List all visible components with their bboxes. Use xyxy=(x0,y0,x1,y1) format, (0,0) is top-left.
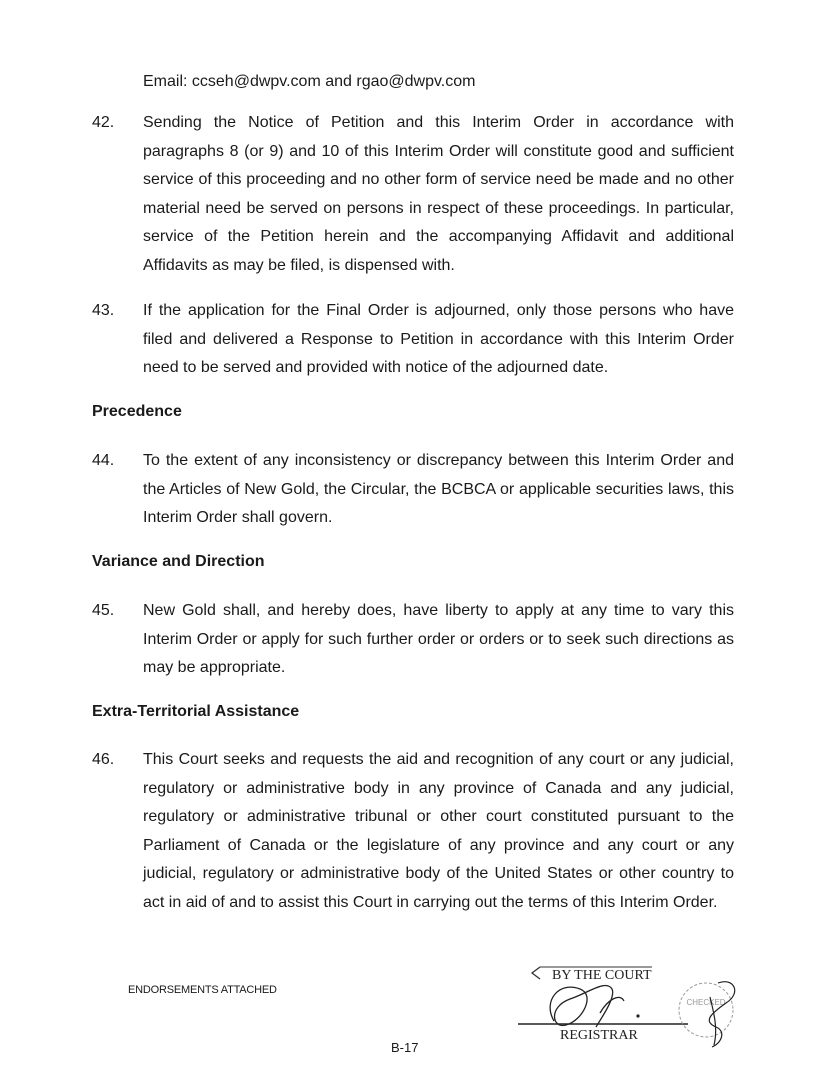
paragraph-42 xyxy=(92,109,734,281)
checked-stamp-text: CHECKED xyxy=(686,998,726,1007)
heading-extra-territorial-assistance: Extra-Territorial Assistance xyxy=(92,703,300,720)
paragraph-text: Sending the Notice of Petition and this Interim Order in accordance with paragraphs 8 (or 9) and 10 of this Interim Order will constitute good and sufficient service of this proceeding and no other form of service need be made and no other material need be served on persons in respect of these proceedings. In particular, service of the Petition herein and the accompanying Affidavit and additional Affidavits as may be filed, is dispensed with. xyxy=(143,114,734,274)
paragraph-46 xyxy=(92,746,734,918)
paragraph-text: This Court seeks and requests the aid and recognition of any court or any judicial, regulatory or administrative body in any province of Canada and any judicial, regulatory or administrative tribunal or other court constituted pursuant to the Parliament of Canada or the legislature of any province and any court or any judicial, regulatory or administrative body of the United States or other country to act in aid of and to assist this Court in carrying out the terms of this Interim Order. xyxy=(143,751,734,911)
paragraph-44 xyxy=(92,447,734,533)
heading-precedence: Precedence xyxy=(92,403,182,420)
signature-scribble-icon xyxy=(550,986,624,1028)
heading-variance-and-direction: Variance and Direction xyxy=(92,553,265,570)
paragraph-number: 44. xyxy=(92,452,115,469)
seal-registrar-text: REGISTRAR xyxy=(560,1028,638,1043)
court-seal-signature xyxy=(512,955,744,1055)
paragraph-43 xyxy=(92,297,734,383)
paragraph-number: 45. xyxy=(92,602,115,619)
page-number: B-17 xyxy=(391,1040,419,1055)
checked-stamp-icon xyxy=(679,983,733,1037)
paragraph-text: If the application for the Final Order is adjourned, only those persons who have filed and delivered a Response to Petition in accordance with this Interim Order need to be served and provided with notice of the adjourned date. xyxy=(143,302,734,377)
signature-dot xyxy=(636,1014,639,1017)
paragraph-number: 46. xyxy=(92,751,115,768)
email-line: Email: ccseh@dwpv.com and rgao@dwpv.com xyxy=(143,73,476,90)
paragraph-text: To the extent of any inconsistency or discrepancy between this Interim Order and the Articles of New Gold, the Circular, the BCBCA or applicable securities laws, this Interim Order shall govern. xyxy=(143,452,734,527)
paragraph-number: 42. xyxy=(92,114,115,131)
seal-bracket-icon xyxy=(532,967,540,979)
initials-scribble-icon xyxy=(709,982,734,1047)
paragraph-number: 43. xyxy=(92,302,115,319)
seal-by-the-court-text: BY THE COURT xyxy=(552,968,652,983)
paragraph-45 xyxy=(92,597,734,683)
endorsements-attached-label: ENDORSEMENTS ATTACHED xyxy=(128,984,277,996)
paragraph-text: New Gold shall, and hereby does, have liberty to apply at any time to vary this Interim Order or apply for such further order or orders or to seek such directions as may be appropriate. xyxy=(143,602,734,677)
